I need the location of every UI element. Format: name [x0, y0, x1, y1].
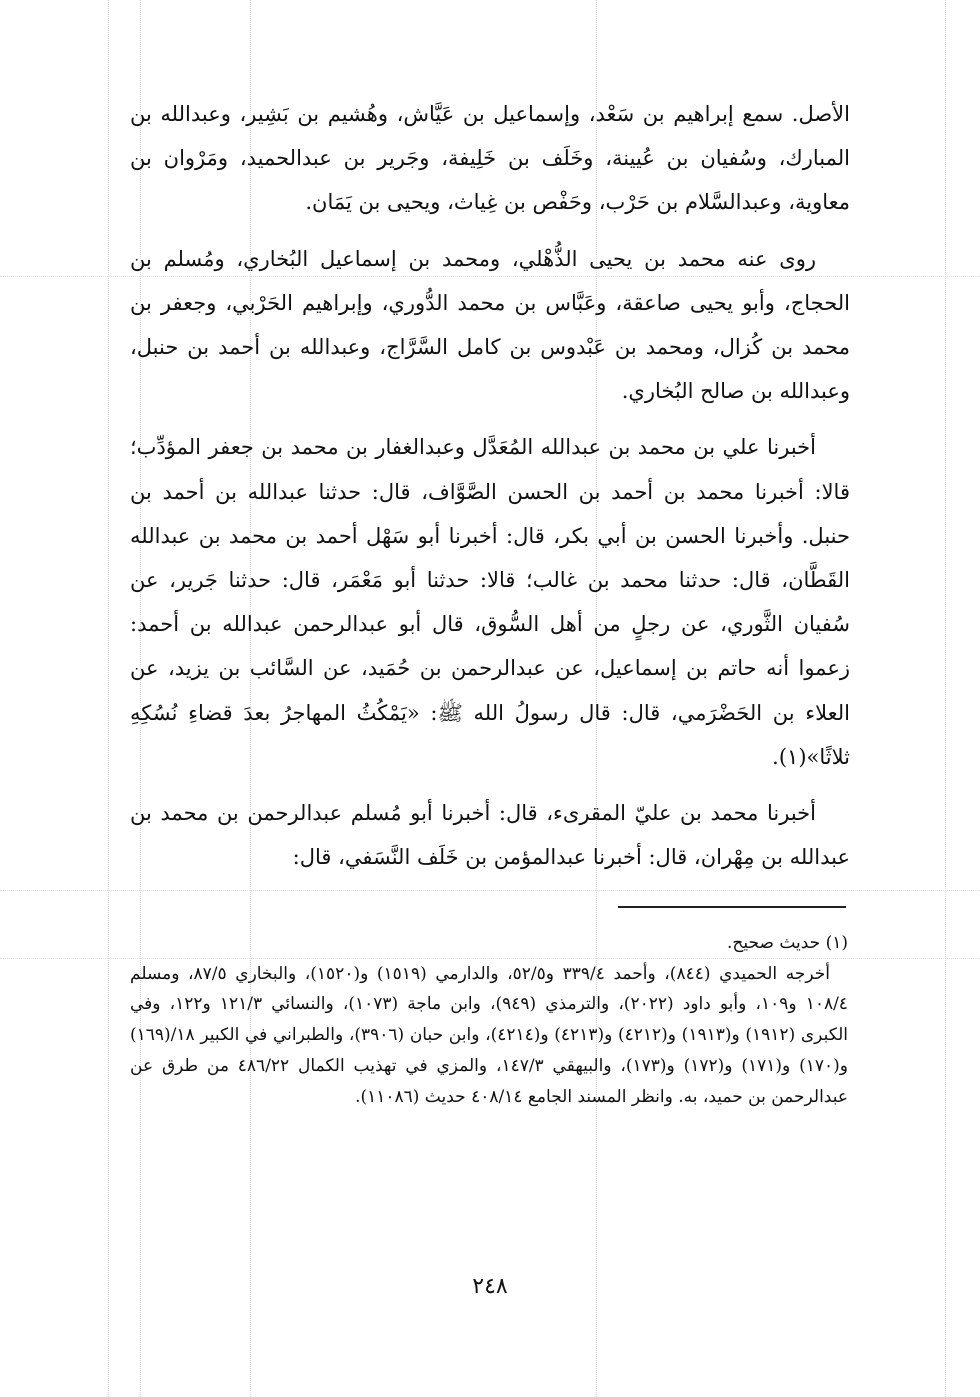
footnote-marker: (١) حديث صحيح. [727, 933, 848, 953]
paragraph-hadith-chain: أخبرنا علي بن محمد بن عبدالله المُعَدَّل وعبدالغفار بن محمد بن جعفر المؤدِّب؛ قالا: أخبرنا محمد بن أحمد بن الحسن الصَّوَّاف، قال: حدثنا عبدالله بن أحمد بن حنبل. وأخبرنا الحسن بن أبي بكر، قال: أخبرنا أبو سَهْل أحمد بن محمد بن عبدالله القَطَّان، قال: حدثنا محمد بن غالب؛ قالا: حدثنا أبو مَعْمَر، قال: حدثنا جَرير، عن سُفيان الثَّوري، عن رجلٍ من أهل السُّوق، قال أبو عبدالرحمن عبدالله بن أحمد: زعموا أنه حاتم بن إسماعيل، عن عبدالرحمن بن حُمَيد، عن السَّائب بن يزيد، عن العلاء بن الحَضْرَمي، قال: قال رسولُ الله ﷺ: «يَمْكُثُ المهاجرُ بعدَ قضاءِ نُسُكِهِ ثلاثًا»(١). [130, 435, 850, 769]
paragraph-teachers: الأصل. سمع إبراهيم بن سَعْد، وإسماعيل بن عَيَّاش، وهُشيم بن بَشِير، وعبدالله بن المبارك، وسُفيان بن عُيينة، وخَلَف بن خَلِيفة، وجَرير بن عبدالحميد، ومَرْوان بن معاوية، وعبدالسَّلام بن حَرْب، وحَفْص بن غِياث، ويحيى بن يَمَان. [130, 102, 850, 215]
footnotes [130, 928, 848, 1112]
main-text [130, 92, 850, 891]
footnote-separator [618, 906, 846, 908]
paragraph-second-chain: أخبرنا محمد بن عليّ المقرىء، قال: أخبرنا أبو مُسلم عبدالرحمن بن محمد بن عبدالله بن مِهْران، قال: أخبرنا عبدالمؤمن بن خَلَف النَّسَفي، قال: [130, 801, 850, 870]
page-number: ٢٤٨ [472, 1274, 508, 1299]
footnote-text: أخرجه الحميدي (٨٤٤)، وأحمد ٣٣٩/٤ و٥٢/٥، والدارمي (١٥١٩) و(١٥٢٠)، والبخاري ٨٧/٥، ومسلم ١٠٨/٤ و١٠٩، وأبو داود (٢٠٢٢)، والترمذي (٩٤٩)، وابن ماجة (١٠٧٣)، والنسائي ١٢١/٣ و١٢٢، وفي الكبرى (١٩١٢) و(١٩١٣) و(٤٢١٢) و(٤٢١٣) و(٤٢١٤)، وابن حبان (٣٩٠٦)، والطبراني في الكبير ١٨/(١٦٩) و(١٧٠) و(١٧١) و(١٧٢) و(١٧٣)، والبيهقي ١٤٧/٣، والمزي في تهذيب الكمال ٤٨٦/٢٢ من طرق عن عبدالرحمن بن حميد، به. وانظر المسند الجامع ٤٠٨/١٤ حديث (١١٠٨٦). [130, 963, 848, 1107]
guide-line [945, 0, 946, 1397]
paragraph-students: روى عنه محمد بن يحيى الذُّهْلي، ومحمد بن إسماعيل البُخاري، ومُسلم بن الحجاج، وأبو يحيى صاعقة، وعَبَّاس بن محمد الدُّوري، وإبراهيم الحَرْبي، وجعفر بن محمد بن كُزال، ومحمد بن عَبْدوس بن كامل السَّرَّاج، وعبدالله بن أحمد بن حنبل، وعبدالله بن صالح البُخاري. [130, 246, 850, 404]
guide-line [108, 0, 109, 1397]
